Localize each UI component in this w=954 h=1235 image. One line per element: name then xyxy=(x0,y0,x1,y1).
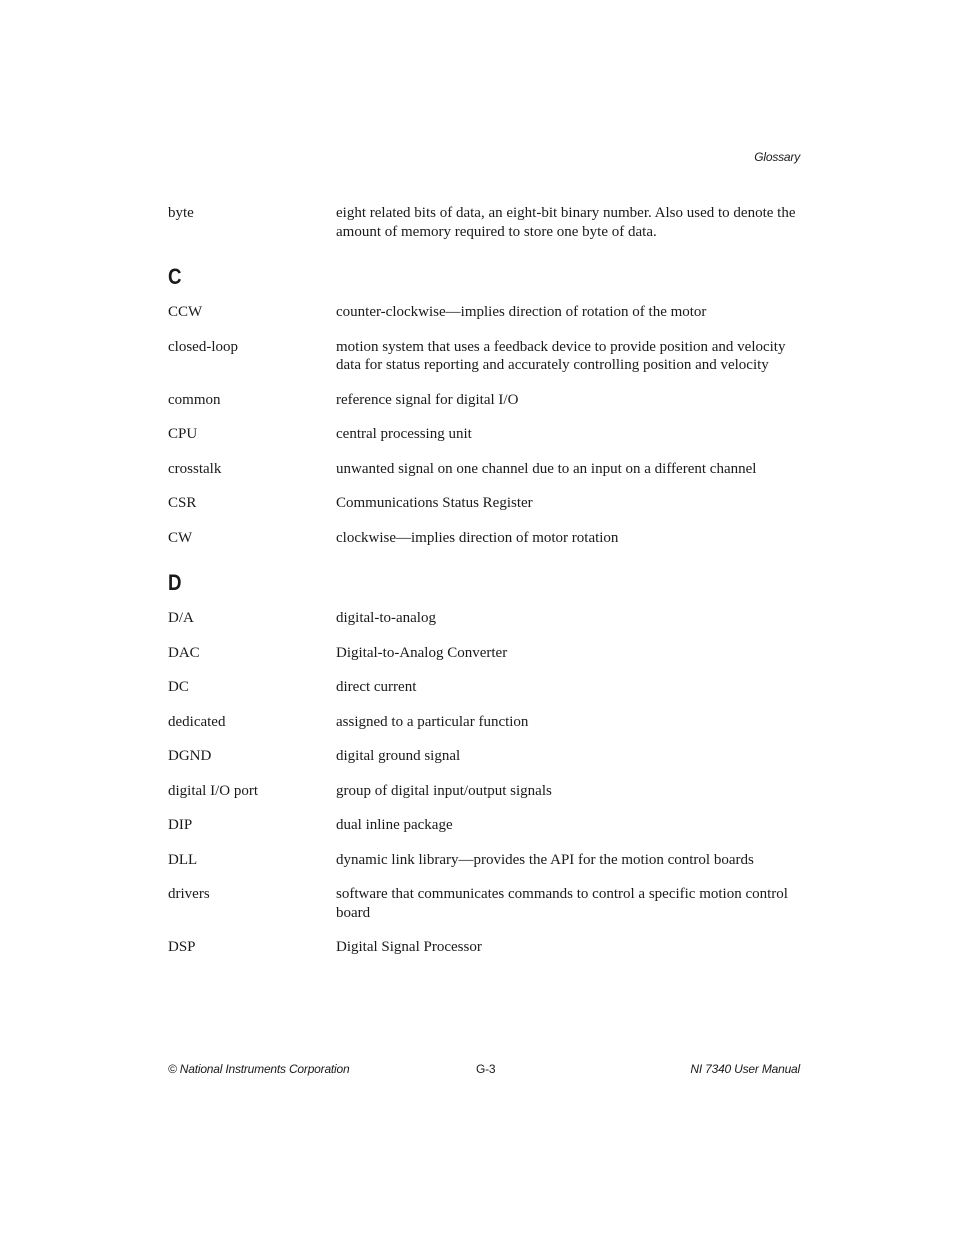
glossary-definition: unwanted signal on one channel due to an input on a different channel xyxy=(336,460,757,477)
glossary-definition: motion system that uses a feedback device to provide position and velocity data for status reporting and accurately controlling position and velocity xyxy=(336,338,786,373)
glossary-definition: Digital Signal Processor xyxy=(336,939,482,955)
glossary-entry xyxy=(168,747,808,766)
glossary-definition: Communications Status Register xyxy=(336,495,533,511)
glossary-entry-byte xyxy=(168,204,808,241)
glossary-entry xyxy=(168,885,808,922)
glossary-entry xyxy=(168,391,808,410)
glossary-entry xyxy=(168,782,808,801)
glossary-entry xyxy=(168,494,808,513)
glossary-definition: digital-to-analog xyxy=(336,610,436,626)
glossary-term: crosstalk xyxy=(168,460,222,477)
glossary-definition: digital ground signal xyxy=(336,748,461,764)
section-heading-d: D xyxy=(168,570,182,595)
glossary-entry xyxy=(168,851,808,870)
glossary-entry xyxy=(168,713,808,732)
glossary-entry xyxy=(168,303,808,322)
glossary-term: DC xyxy=(168,679,189,695)
glossary-term: CW xyxy=(168,529,193,546)
glossary-definition: counter-clockwise—implies direction of rotation of the motor xyxy=(336,304,707,320)
glossary-definition: reference signal for digital I/O xyxy=(336,391,519,408)
glossary-term: DGND xyxy=(168,748,212,764)
glossary-definition: Digital-to-Analog Converter xyxy=(336,644,508,661)
glossary-term: closed-loop xyxy=(168,338,238,355)
footer-copyright: © National Instruments Corporation xyxy=(168,1062,350,1076)
glossary-entry xyxy=(168,425,808,444)
glossary-content xyxy=(168,204,808,973)
glossary-definition: central processing unit xyxy=(336,426,472,442)
footer-page-number: G-3 xyxy=(476,1062,496,1076)
glossary-term: DSP xyxy=(168,939,196,955)
section-heading-c: C xyxy=(168,264,182,289)
glossary-entry xyxy=(168,338,808,375)
glossary-definition: software that communicates commands to control a specific motion control board xyxy=(336,886,788,921)
glossary-entry xyxy=(168,938,808,957)
glossary-term: digital I/O port xyxy=(168,782,258,799)
running-head: Glossary xyxy=(754,150,800,164)
glossary-term: DAC xyxy=(168,644,200,661)
glossary-entry xyxy=(168,529,808,548)
glossary-entry xyxy=(168,644,808,663)
glossary-definition: group of digital input/output signals xyxy=(336,782,552,799)
glossary-definition: eight related bits of data, an eight-bit binary number. Also used to denote the amount of memory required to store one byte of data. xyxy=(336,205,796,240)
glossary-entry xyxy=(168,609,808,628)
glossary-term: byte xyxy=(168,205,194,221)
glossary-entry xyxy=(168,816,808,835)
glossary-definition: direct current xyxy=(336,679,417,695)
glossary-term: drivers xyxy=(168,886,210,902)
glossary-term: DLL xyxy=(168,851,198,868)
glossary-definition: clockwise—implies direction of motor rotation xyxy=(336,529,619,546)
glossary-term: dedicated xyxy=(168,713,226,730)
glossary-term: CSR xyxy=(168,495,197,511)
glossary-entry xyxy=(168,678,808,697)
glossary-entry xyxy=(168,460,808,479)
footer-manual-title: NI 7340 User Manual xyxy=(690,1062,800,1076)
glossary-definition: dynamic link library—provides the API for the motion control boards xyxy=(336,851,754,868)
glossary-term: DIP xyxy=(168,817,193,833)
glossary-definition: assigned to a particular function xyxy=(336,713,529,730)
glossary-term: common xyxy=(168,391,221,408)
glossary-definition: dual inline package xyxy=(336,817,453,833)
glossary-term: D/A xyxy=(168,610,194,626)
glossary-term: CPU xyxy=(168,426,198,442)
glossary-term: CCW xyxy=(168,304,203,320)
